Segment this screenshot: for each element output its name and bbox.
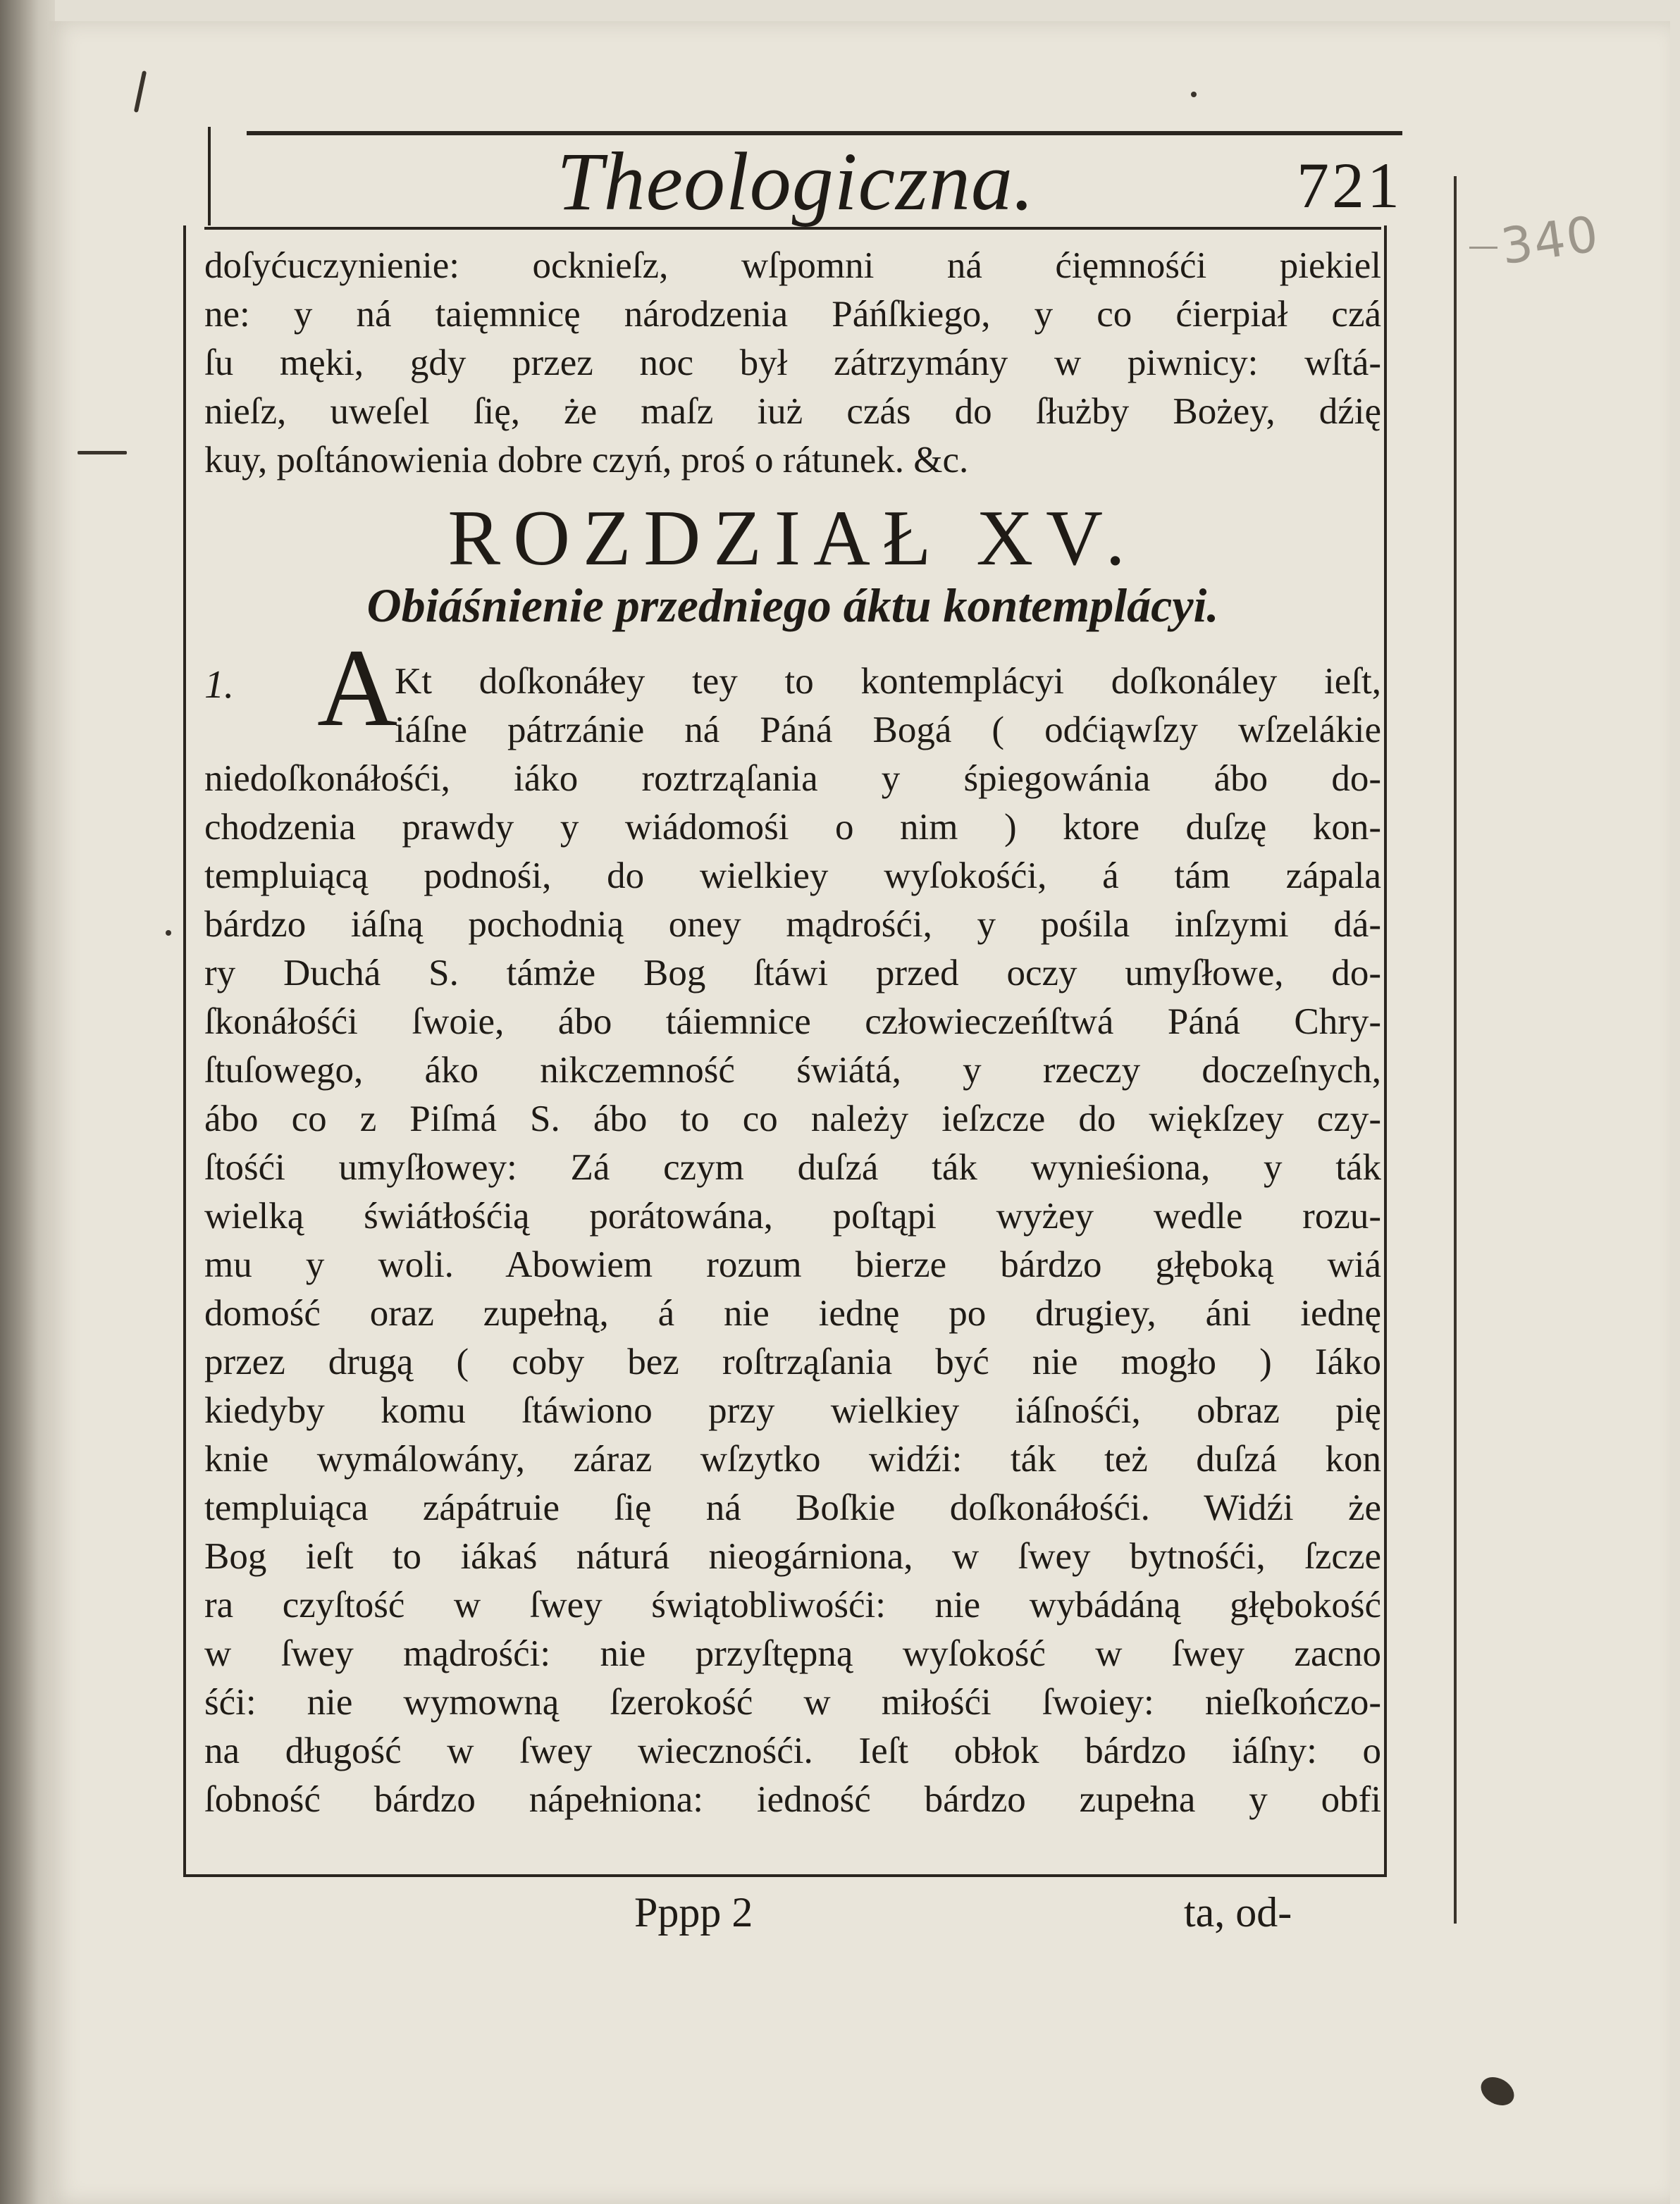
paragraph-line: wielką świátłośćią porátowána, poſtąpi wyżey wedle rozu- <box>204 1196 1381 1237</box>
paragraph-line: iáſne pátrzánie ná Páná Bogá ( odćiąwſzy wſzelákie <box>395 710 1381 750</box>
paragraph-line: knie wymálowány, záraz wſzytko widźi: ták też duſzá kon <box>204 1439 1381 1480</box>
frame-left-tick <box>208 127 211 225</box>
drop-cap: A <box>317 626 398 750</box>
paragraph-line: mu y woli. Abowiem rozum bierze bárdzo głęboką wiá <box>204 1244 1381 1285</box>
paragraph-line: chodzenia prawdy y wiádomośi o nim ) ktore duſzę kon- <box>204 807 1381 848</box>
chapter-heading: ROZDZIAŁ XV. <box>447 495 1138 582</box>
signature-mark: Pppp 2 <box>634 1889 753 1936</box>
paragraph-line: templuiącą podnośi, do wielkiey wyſokośći, á tám zápala <box>204 855 1381 896</box>
chapter-subtitle: Obiáśnienie przedniego áktu kontemplácyi. <box>366 578 1219 632</box>
paragraph-line: ábo co z Piſmá S. ábo to co należy ieſzcze do więkſzey czy- <box>204 1098 1381 1139</box>
paragraph-line: niedoſkonáłośći, iáko roztrząſania y śpiegowánia ábo do- <box>204 758 1381 799</box>
paragraph-line: domość oraz zupełną, á nie iednę po drugiey, áni iednę <box>204 1293 1381 1334</box>
paragraph-line: ry Duchá S. támże Bog ſtáwi przed oczy umyſłowe, do- <box>204 953 1381 993</box>
margin-rule <box>1454 176 1457 1924</box>
ink-mark <box>78 451 127 454</box>
pencil-annotation: 340 <box>1497 204 1603 276</box>
body-line: doſyćuczynienie: ocknieſz, wſpomni ná ćięmnośći piekiel <box>204 245 1381 286</box>
paragraph-line: templuiąca zápátruie ſię ná Boſkie doſkonáłośći. Widźi że <box>204 1487 1381 1528</box>
paragraph-line: ra czyſtość w ſwey świątobliwośći: nie wybádáną głębokość <box>204 1585 1381 1626</box>
paragraph-line: ſtuſowego, áko nikczemność świátá, y rzeczy doczeſnych, <box>204 1050 1381 1091</box>
paragraph-line: ſkonáłośći ſwoie, ábo táiemnice człowieczeńſtwá Páná Chry- <box>204 1001 1381 1042</box>
ink-dot <box>166 930 171 936</box>
paragraph-line: w ſwey mądrośći: nie przyſtępną wyſokość w ſwey zacno <box>204 1633 1381 1674</box>
catchword: ta, od- <box>1184 1889 1292 1936</box>
paragraph-line: przez drugą ( coby bez roſtrząſania być nie mogło ) Iáko <box>204 1342 1381 1382</box>
paragraph-line: ſtośći umyſłowey: Zá czym duſzá ták wynieśiona, y ták <box>204 1147 1381 1188</box>
paragraph-line: śći: nie wymowną ſzerokość w miłośći ſwoiey: nieſkończo- <box>204 1682 1381 1723</box>
body-line: nieſz, uweſel ſię, że maſz iuż czás do ſłużby Bożey, dźię <box>204 391 1381 432</box>
paragraph-line: Bog ieſt to iákaś náturá nieogárniona, w ſwey bytnośći, ſzcze <box>204 1536 1381 1577</box>
pencil-dash <box>1469 247 1497 249</box>
body-line: ne: y ná taięmnicę národzenia Páńſkiego, y co ćierpiał czá <box>204 294 1381 335</box>
body-line: ſu męki, gdy przez noc był zátrzymány w piwnicy: wſtá- <box>204 342 1381 383</box>
running-title: Theologiczna. <box>557 135 1035 228</box>
body-line: kuy, poſtánowienia dobre czyń, proś o rátunek. &c. <box>204 440 969 481</box>
book-spine <box>0 0 55 2204</box>
section-number: 1. <box>204 663 234 707</box>
paragraph-line: Kt doſkonáłey tey to kontemplácyi doſkonáley ieſt, <box>395 661 1381 702</box>
paragraph-line: kiedyby komu ſtáwiono przy wielkiey iáſnośći, obraz pię <box>204 1390 1381 1431</box>
page-number: 721 <box>1297 149 1402 221</box>
paragraph-line: na długość w ſwey wiecznośći. Ieſt obłok bárdzo iáſny: o <box>204 1731 1381 1771</box>
paragraph-line: ſobność bárdzo nápełniona: iedność bárdzo zupełna y obfi <box>204 1779 1381 1820</box>
ink-dot <box>1191 92 1197 97</box>
paragraph-line: bárdzo iáſną pochodnią oney mądrośći, y pośila inſzymi dá- <box>204 904 1381 945</box>
